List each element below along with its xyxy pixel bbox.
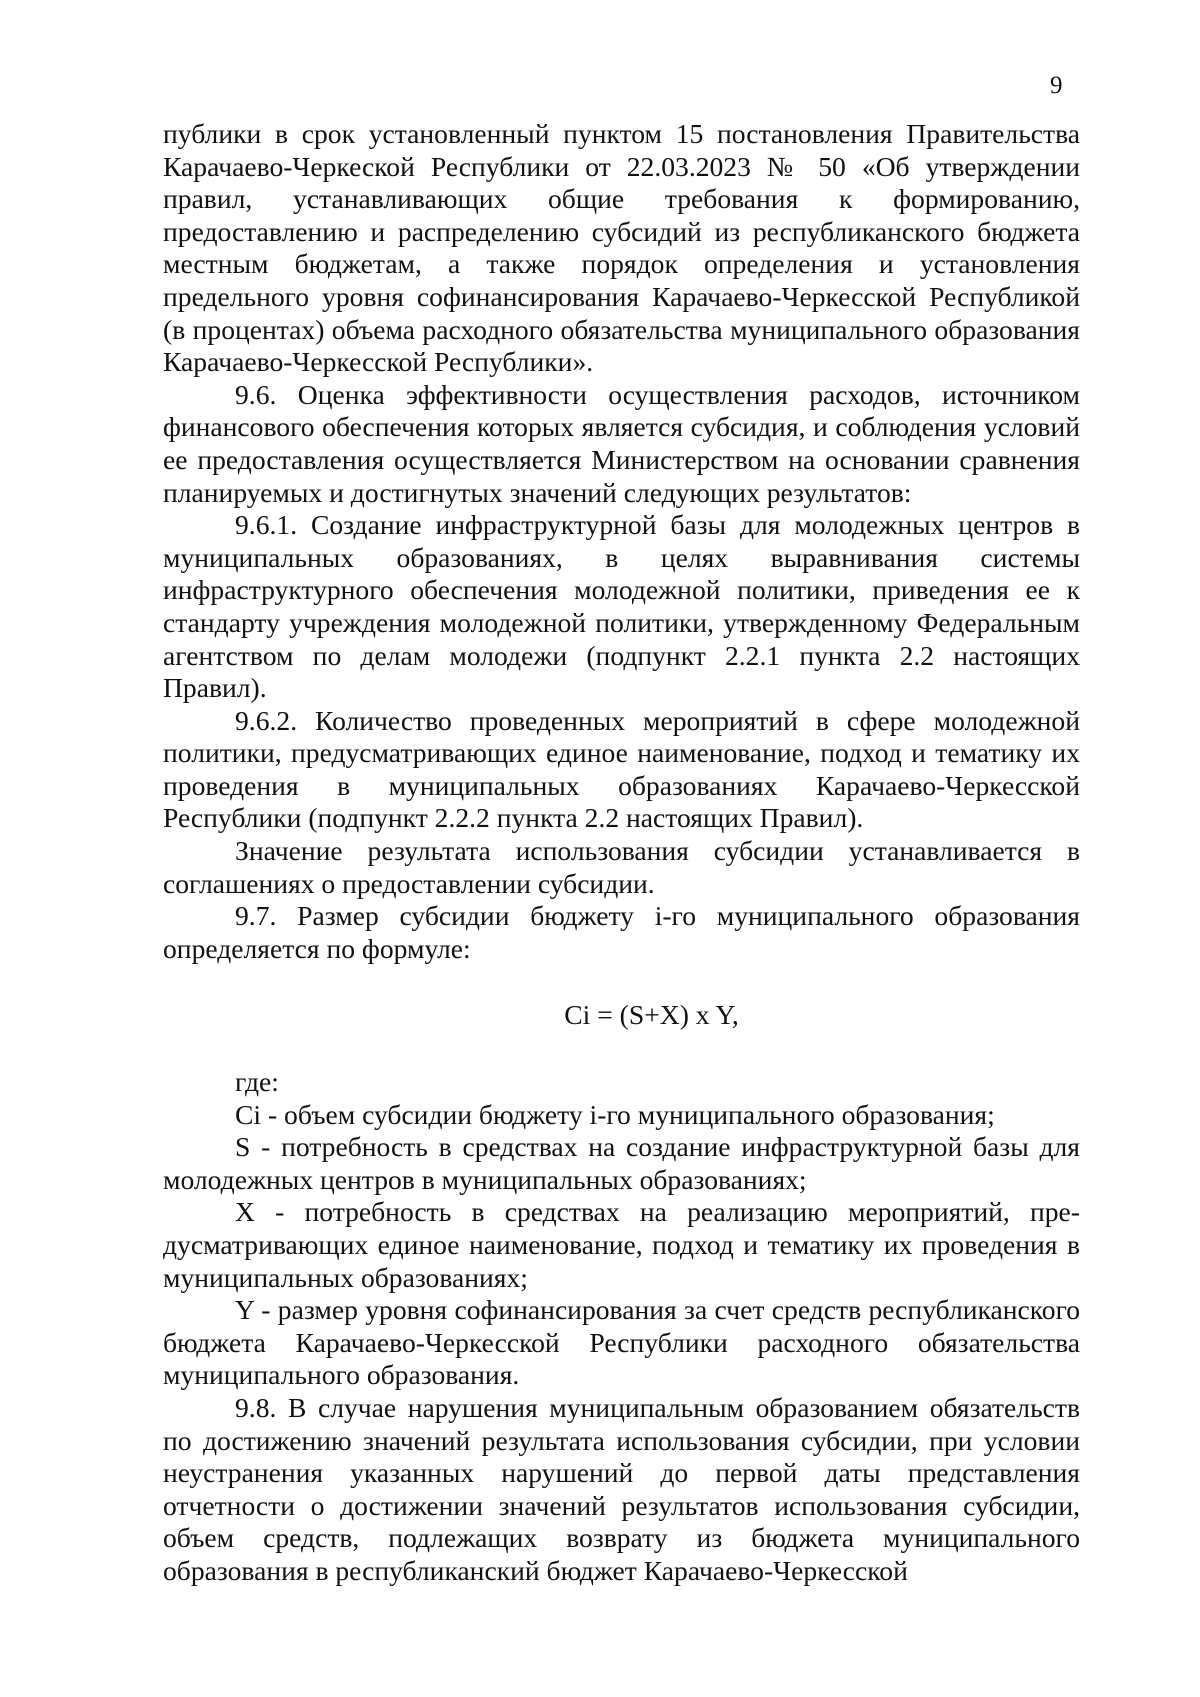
paragraph-result-value: Значение результата использования субсидии устанавливается в соглашениях о предоставлении субсидии. — [163, 835, 1080, 899]
document-body — [163, 118, 1080, 1588]
subsidy-formula: Ci = (S+X) x Y, — [564, 999, 739, 1031]
paragraph-9-6-1: 9.6.1. Создание инфраструктурной базы для молодежных центров в муниципальных образованиях, в целях выравнивания системы инфраструктурного обеспечения молодежной политики, приведения ее к стандарту учреждения молодежной политики, утвержденному Федеральным агентством по делам молодежи (подпункт 2.2.1 пункта 2.2 настоящих Правил). — [163, 509, 1080, 704]
paragraph-9-7: 9.7. Размер субсидии бюджету i-го муниципального образования определяется по формуле: — [163, 900, 1080, 964]
definition-x: X - потребность в средствах на реализацию мероприятий, предусматривающих единое наименование, подход и тематику их проведения в муниципальных образованиях; — [163, 1196, 1080, 1293]
paragraph-continuation: публики в срок установленный пунктом 15 постановления Правительства Карачаево-Черкеской Республики от 22.03.2023 № 50 «Об утверждении правил, устанавливающих общие требования к формированию, предоставлению и распределению субсидий из республиканского бюджета местным бюджетам, а также порядок определения и установления предельного уровня софинансирования Карачаево-Черкесской Республикой (в процентах) объема расходного обязательства муниципального образования Карачаево-Черкесской Республики». — [163, 118, 1080, 378]
paragraph-9-6: 9.6. Оценка эффективности осуществления расходов, источником финансового обеспечения которых является субсидия, и соблюдения условий ее предоставления осуществляется Министерством на основании сравнения планируемых и достигнутых значений следующих результатов: — [163, 378, 1080, 508]
definition-ci: Ci - объем субсидии бюджету i-го муниципального образования; — [235, 1098, 995, 1130]
paragraph-9-6-2: 9.6.2. Количество проведенных мероприятий в сфере молодежной политики, предусматривающих единое наименование, подход и тематику их проведения в муниципальных образованиях Карачаево-Черкесской Республики (подпункт 2.2.2 пункта 2.2 настоящих Правил). — [163, 704, 1080, 834]
paragraph-where: где: — [235, 1066, 279, 1098]
page-number: 9 — [1050, 72, 1063, 99]
definition-y: Y - размер уровня софинансирования за счет средств республиканского бюджета Карачаево-Черкесской Республики расходного обязательства муниципального образования. — [163, 1294, 1080, 1391]
paragraph-9-8: 9.8. В случае нарушения муниципальным образованием обязательств по достижению значений результата использования субсидии, при условии неустранения указанных нарушений до первой даты представления отчетности о достижении значений результатов использования субсидии, объем средств, подлежащих возврату из бюджета муниципального образования в республиканский бюджет Карачаево-Черкесской — [163, 1391, 1080, 1586]
definition-s: S - потребность в средствах на создание инфраструктурной базы для молодежных центров в муниципальных образованиях; — [163, 1131, 1080, 1195]
